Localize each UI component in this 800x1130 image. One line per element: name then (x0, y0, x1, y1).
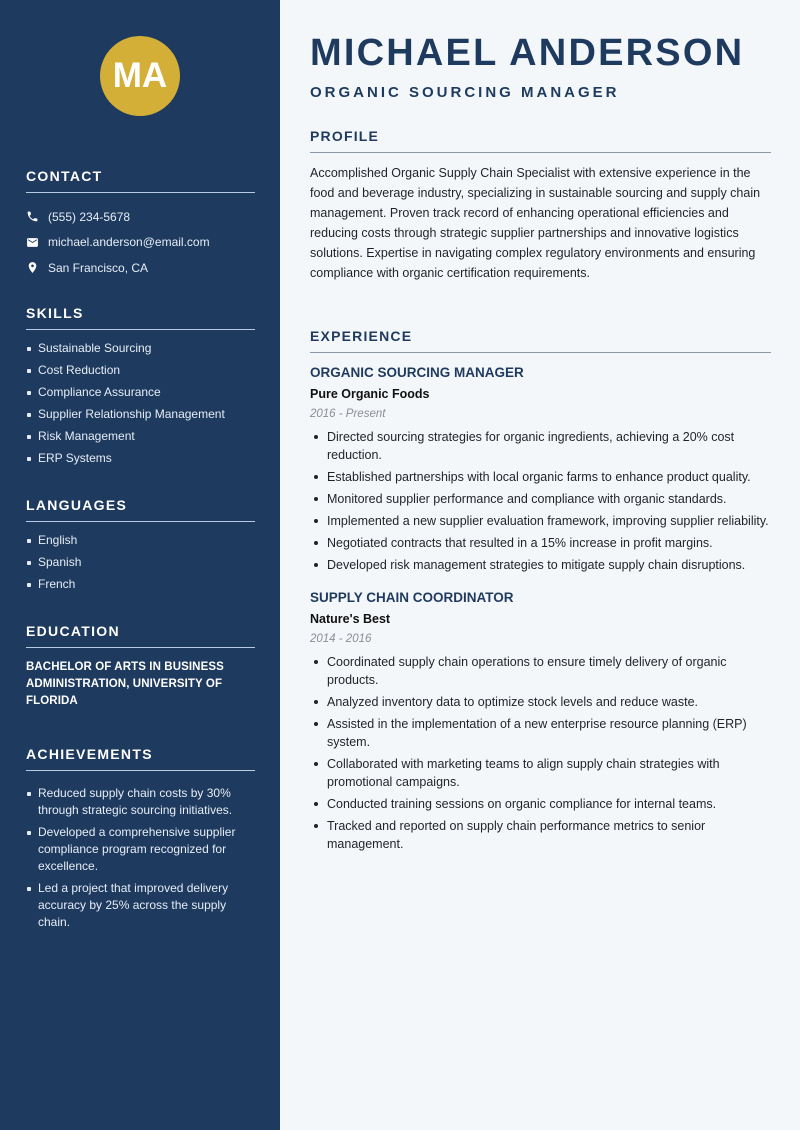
contact-email (26, 230, 255, 256)
email-link[interactable]: michael.anderson@email.com (48, 235, 210, 250)
language-item: French (26, 576, 255, 593)
skill-item: Supplier Relationship Management (26, 406, 255, 423)
avatar-initials: MA (100, 36, 180, 116)
skill-item: ERP Systems (26, 450, 255, 467)
profile-section (310, 128, 771, 283)
experience-section (310, 328, 771, 857)
achievement-item: Led a project that improved delivery accuracy by 25% across the supply chain. (26, 880, 255, 931)
job-entry (310, 365, 771, 574)
job-bullet: Monitored supplier performance and compliance with organic standards. (310, 490, 771, 508)
achievement-item: Developed a comprehensive supplier compliance program recognized for excellence. (26, 824, 255, 875)
phone-icon (26, 210, 39, 223)
skill-item: Cost Reduction (26, 362, 255, 379)
skills-section (26, 305, 255, 472)
job-bullet: Assisted in the implementation of a new enterprise resource planning (ERP) system. (310, 715, 771, 751)
skill-item: Sustainable Sourcing (26, 340, 255, 357)
experience-heading: EXPERIENCE (310, 328, 771, 353)
job-bullet: Directed sourcing strategies for organic ingredients, achieving a 20% cost reduction. (310, 428, 771, 464)
achievements-section (26, 746, 255, 936)
contact-location (26, 255, 255, 281)
candidate-title: ORGANIC SOURCING MANAGER (310, 84, 620, 101)
skill-item: Compliance Assurance (26, 384, 255, 401)
language-item: Spanish (26, 554, 255, 571)
sidebar (0, 0, 280, 1130)
location-text: San Francisco, CA (48, 260, 149, 275)
job-bullet: Coordinated supply chain operations to ensure timely delivery of organic products. (310, 653, 771, 689)
job-title: SUPPLY CHAIN COORDINATOR (310, 590, 514, 605)
achievements-list (26, 785, 255, 931)
contact-heading: CONTACT (26, 168, 255, 193)
phone-text: (555) 234-5678 (48, 209, 131, 224)
skills-list (26, 340, 255, 467)
job-bullet: Analyzed inventory data to optimize stock levels and reduce waste. (310, 693, 771, 711)
education-heading: EDUCATION (26, 623, 255, 648)
profile-heading: PROFILE (310, 128, 771, 153)
job-bullet: Conducted training sessions on organic compliance for internal teams. (310, 795, 771, 813)
skill-item: Risk Management (26, 428, 255, 445)
languages-section (26, 497, 255, 598)
company-name: Nature's Best (310, 612, 391, 626)
achievements-heading: ACHIEVEMENTS (26, 746, 255, 771)
languages-heading: LANGUAGES (26, 497, 255, 522)
job-bullets (310, 653, 771, 853)
job-bullet: Implemented a new supplier evaluation framework, improving supplier reliability. (310, 512, 771, 530)
contact-list (26, 204, 255, 281)
job-bullet: Negotiated contracts that resulted in a 15% increase in profit margins. (310, 534, 771, 552)
profile-summary: Accomplished Organic Supply Chain Specialist with extensive experience in the food and beverage industry, specializing in sustainable sourcing and supply chain management. Proven track record of enhancing operational efficiencies and reducing costs through strategic supplier partnerships and innovative logistics solutions. Expertise in navigating complex regulatory environments and ensuring compliance with organic certification requirements. (310, 166, 761, 280)
job-bullets (310, 428, 771, 574)
job-bullet: Collaborated with marketing teams to align supply chain strategies with promotional campaigns. (310, 755, 771, 791)
candidate-name: MICHAEL ANDERSON (310, 32, 745, 74)
achievement-item: Reduced supply chain costs by 30% through strategic sourcing initiatives. (26, 785, 255, 819)
company-name: Pure Organic Foods (310, 387, 430, 401)
education-degree: BACHELOR OF ARTS IN BUSINESS ADMINISTRATION, UNIVERSITY OF FLORIDA (26, 661, 224, 707)
skills-heading: SKILLS (26, 305, 255, 330)
contact-section (26, 168, 255, 281)
job-dates: 2016 - Present (310, 408, 386, 420)
languages-list (26, 532, 255, 593)
language-item: English (26, 532, 255, 549)
education-section (26, 623, 255, 710)
location-pin-icon (26, 261, 39, 274)
job-bullet: Developed risk management strategies to mitigate supply chain disruptions. (310, 556, 771, 574)
contact-phone (26, 204, 255, 230)
job-bullet: Established partnerships with local organic farms to enhance product quality. (310, 468, 771, 486)
job-bullet: Tracked and reported on supply chain performance metrics to senior management. (310, 817, 771, 853)
email-icon (26, 236, 39, 249)
job-dates: 2014 - 2016 (310, 633, 372, 645)
job-entry (310, 590, 771, 853)
job-title: ORGANIC SOURCING MANAGER (310, 365, 524, 380)
